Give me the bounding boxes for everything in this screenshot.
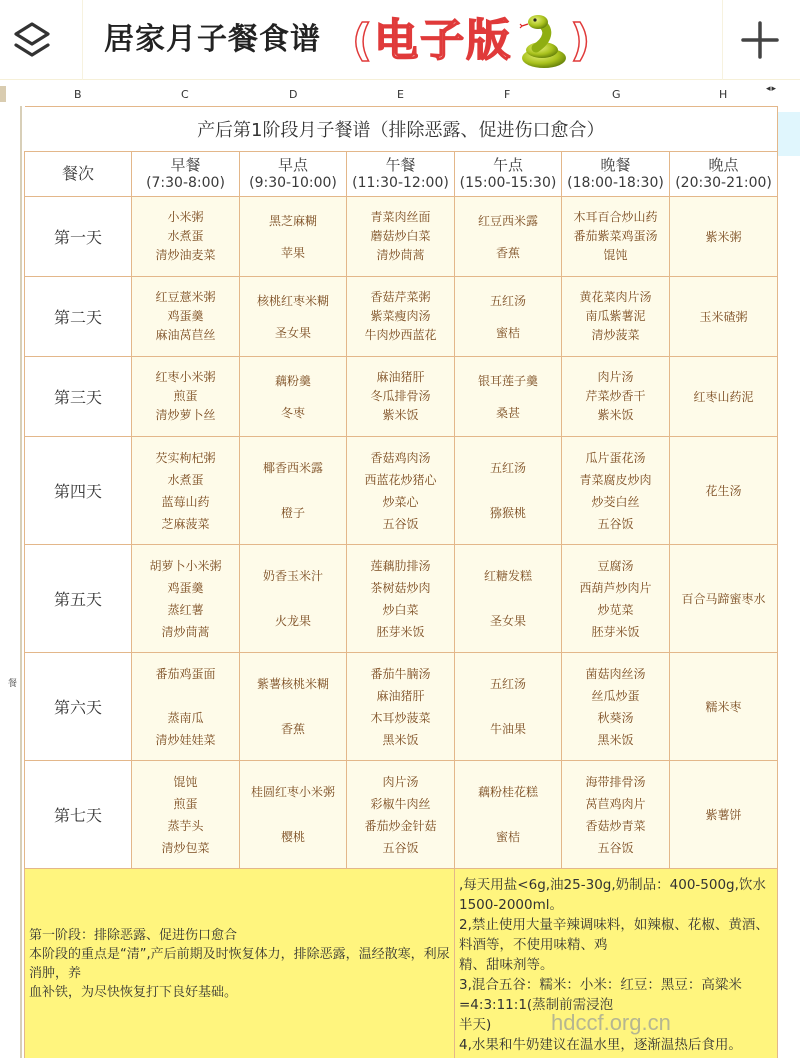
table-row	[25, 653, 778, 761]
note-line: 本阶段的重点是“清”,产后前期及时恢复体力，排除恶露，温经散寒，利尿消肿，养	[29, 946, 450, 981]
meal-cell-morning-snack[interactable]	[240, 357, 347, 437]
column-header-f[interactable]: F	[504, 88, 511, 101]
menu-item: 豆腐汤	[597, 558, 634, 573]
meal-time: (9:30-10:00)	[249, 175, 337, 191]
meal-plan-table	[24, 106, 778, 1058]
menu-item: 椰香西米露	[262, 460, 323, 475]
menu-item: 蘑菇炒白菜	[370, 229, 431, 243]
column-header-g[interactable]: G	[612, 88, 621, 101]
menu-item: 猕猴桃	[489, 505, 526, 520]
meal-cell-afternoon-snack[interactable]	[455, 545, 562, 653]
menu-item: 牛肉炒西蓝花	[364, 328, 437, 342]
menu-item: 菌菇肉丝汤	[585, 666, 646, 681]
menu-item: 青菜腐皮炒肉	[579, 472, 652, 487]
menu-item: 桑甚	[495, 405, 520, 420]
menu-item: 红豆薏米粥	[155, 290, 216, 304]
app-toolbar	[0, 0, 800, 80]
badge-open-paren: (	[352, 15, 375, 66]
meal-cell-morning-snack[interactable]	[240, 197, 347, 277]
menu-item: 五谷饭	[382, 840, 419, 855]
menu-item: 黑米饭	[382, 732, 419, 747]
menu-item: 肉片汤	[597, 370, 634, 384]
header-afternoon-snack[interactable]	[455, 152, 562, 197]
menu-item: 清炒萝卜丝	[155, 408, 216, 422]
menu-item: 花生汤	[705, 483, 742, 498]
menu-item: 五红汤	[489, 293, 526, 308]
menu-item: 糯米枣	[705, 699, 742, 714]
badge-text: 电子版	[374, 15, 513, 66]
selection-highlight	[778, 112, 800, 156]
menu-item: 香蕉	[280, 721, 305, 736]
menu-item: 苹果	[280, 245, 305, 260]
meal-cell-lunch[interactable]	[347, 653, 455, 761]
meal-cell-afternoon-snack[interactable]	[455, 357, 562, 437]
menu-item: 五红汤	[489, 676, 526, 691]
menu-item: 青菜肉丝面	[370, 210, 431, 224]
menu-item: 蜜桔	[495, 829, 520, 844]
menu-item: 炒苋菜	[597, 602, 634, 617]
menu-item: 馄饨	[173, 774, 198, 789]
corner-label[interactable]: 餐次	[25, 152, 132, 197]
header-morning-snack[interactable]	[240, 152, 347, 197]
meal-cell-morning-snack[interactable]	[240, 653, 347, 761]
menu-item: 圣女果	[489, 613, 526, 628]
menu-item: 麻油猪肝	[376, 688, 425, 703]
menu-item: 南瓜紫薯泥	[585, 309, 646, 323]
menu-item: 火龙果	[274, 613, 311, 628]
menu-item: 紫米饭	[382, 408, 419, 422]
spreadsheet	[24, 106, 777, 1058]
menu-item: 茶树菇炒肉	[370, 580, 431, 595]
menu-item: 炒白菜	[382, 602, 419, 617]
electronic-edition-badge	[352, 12, 592, 70]
menu-item: 麻油猪肝	[376, 370, 425, 384]
meal-cell-afternoon-snack[interactable]	[455, 761, 562, 869]
menu-item: 蒸芋头	[167, 818, 204, 833]
menu-item: 西葫芦炒肉片	[579, 580, 652, 595]
menu-item: 清炒茼蒿	[161, 624, 210, 639]
menu-item: 芡实枸杞粥	[155, 450, 216, 465]
menu-item: 莴苣鸡肉片	[585, 796, 646, 811]
rule-line: 4,水果和牛奶建议在温水里，逐渐温热后食用。	[459, 1037, 742, 1053]
meal-cell-afternoon-snack[interactable]	[455, 197, 562, 277]
menu-item: 清炒油麦菜	[155, 248, 216, 262]
snake-icon	[514, 12, 568, 70]
menu-item: 桂圆红枣小米粥	[250, 784, 335, 799]
menu-item: 银耳莲子羹	[477, 373, 538, 388]
meal-cell-morning-snack[interactable]	[240, 761, 347, 869]
menu-item: 藕粉羹	[274, 373, 311, 388]
menu-item: 海带排骨汤	[585, 774, 646, 789]
meal-time: (7:30-8:00)	[146, 175, 225, 191]
menu-item: 紫菜瘦肉汤	[370, 309, 431, 323]
menu-item: 瓜片蛋花汤	[585, 450, 646, 465]
menu-item: 冬瓜排骨汤	[370, 389, 431, 403]
meal-cell-breakfast[interactable]	[132, 761, 240, 869]
menu-item: 藕粉桂花糕	[477, 784, 538, 799]
menu-item: 红枣山药泥	[693, 389, 754, 404]
column-header-b[interactable]: B	[74, 88, 82, 101]
menu-item: 蒸红薯	[167, 602, 204, 617]
menu-item: 胡萝卜小米粥	[149, 558, 222, 573]
menu-item: 圣女果	[274, 325, 311, 340]
menu-item: 木耳炒菠菜	[370, 710, 431, 725]
meal-cell-night-snack[interactable]	[670, 545, 778, 653]
menu-item: 五红汤	[489, 460, 526, 475]
menu-item: 香菇鸡肉汤	[370, 450, 431, 465]
plus-icon	[738, 18, 782, 62]
menu-item: 炒茭白丝	[591, 494, 640, 509]
menu-item: 五谷饭	[597, 516, 634, 531]
meal-time: (18:00-18:30)	[567, 175, 664, 191]
menu-item: 黑芝麻糊	[268, 213, 317, 228]
meal-cell-morning-snack[interactable]	[240, 277, 347, 357]
menu-item: 五谷饭	[597, 840, 634, 855]
rule-line: 半天)	[459, 1017, 492, 1033]
meal-cell-breakfast[interactable]	[132, 437, 240, 545]
header-dinner[interactable]	[562, 152, 670, 197]
rule-line: 2,禁止使用大量辛辣调味料，如辣椒、花椒、黄酒、料酒等，不使用味精、鸡	[459, 917, 769, 953]
menu-item: 橙子	[280, 505, 305, 520]
menu-item: 香蕉	[495, 245, 520, 260]
menu-item: 香菇芹菜粥	[370, 290, 431, 304]
meal-cell-dinner[interactable]	[562, 197, 670, 277]
menu-item: 紫米粥	[705, 229, 742, 244]
meal-name: 午点	[492, 156, 523, 174]
menu-item: 冬枣	[280, 405, 305, 420]
day-label[interactable]: 第七天	[25, 761, 132, 869]
column-header-h[interactable]: H	[719, 88, 728, 101]
menu-item: 鸡蛋羹	[167, 309, 204, 323]
meal-cell-lunch[interactable]	[347, 277, 455, 357]
menu-item: 煎蛋	[173, 389, 198, 403]
menu-item: 鸡蛋羹	[167, 580, 204, 595]
badge-close-paren: )	[570, 15, 593, 66]
menu-item: 黄花菜肉片汤	[579, 290, 652, 304]
table-row	[25, 357, 778, 437]
menu-item: 胚芽米饭	[591, 624, 640, 639]
meal-cell-dinner[interactable]	[562, 761, 670, 869]
header-lunch[interactable]	[347, 152, 455, 197]
day-label[interactable]: 第三天	[25, 357, 132, 437]
meal-cell-breakfast[interactable]	[132, 653, 240, 761]
menu-item: 胚芽米饭	[376, 624, 425, 639]
meal-cell-breakfast[interactable]	[132, 545, 240, 653]
column-header-e[interactable]: E	[397, 88, 404, 101]
document-title: 居家月子餐食谱	[104, 22, 321, 57]
menu-item: 樱桃	[280, 829, 305, 844]
menu-item: 奶香玉米汁	[262, 568, 323, 583]
menu-item: 百合马蹄蜜枣水	[681, 591, 766, 606]
meal-cell-night-snack[interactable]	[670, 761, 778, 869]
menu-item: 番茄牛腩汤	[370, 666, 431, 681]
menu-item: 香菇炒青菜	[585, 818, 646, 833]
stage-notes-cell[interactable]	[25, 869, 455, 1058]
meal-name: 午餐	[385, 156, 416, 174]
meal-cell-night-snack[interactable]	[670, 357, 778, 437]
rule-line: ,每天用盐<6g,油25-30g,奶制品：400-500g,饮水1500-2000ml。	[459, 877, 766, 913]
menu-item: 蒸南瓜	[167, 710, 204, 725]
add-button[interactable]	[738, 18, 782, 62]
meal-cell-night-snack[interactable]	[670, 437, 778, 545]
menu-item: 清炒菠菜	[591, 328, 640, 342]
menu-item: 炒菜心	[382, 494, 419, 509]
menu-item: 肉片汤	[382, 774, 419, 789]
column-header-bar	[0, 82, 800, 106]
table-row	[25, 277, 778, 357]
meal-name: 早餐	[170, 156, 201, 174]
meal-cell-dinner[interactable]	[562, 357, 670, 437]
menu-item: 丝瓜炒蛋	[591, 688, 640, 703]
right-rail	[777, 106, 800, 1058]
menu-item: 清炒茼蒿	[376, 248, 425, 262]
meal-cell-morning-snack[interactable]	[240, 437, 347, 545]
column-scroll-handle[interactable]	[0, 86, 6, 102]
layers-button[interactable]	[8, 18, 56, 62]
day-label[interactable]: 第五天	[25, 545, 132, 653]
menu-item: 紫薯核桃米糊	[256, 676, 329, 691]
menu-item: 紫米饭	[597, 408, 634, 422]
menu-item: 芝麻菠菜	[161, 516, 210, 531]
meal-name: 晚餐	[600, 156, 631, 174]
menu-item: 红枣小米粥	[155, 370, 216, 384]
meal-time: (20:30-21:00)	[675, 175, 772, 191]
toolbar-divider	[722, 0, 723, 80]
menu-item: 蜜桔	[495, 325, 520, 340]
meal-cell-breakfast[interactable]	[132, 357, 240, 437]
meal-cell-night-snack[interactable]	[670, 277, 778, 357]
menu-item	[132, 685, 239, 707]
meal-cell-afternoon-snack[interactable]	[455, 653, 562, 761]
meal-cell-lunch[interactable]	[347, 761, 455, 869]
menu-item: 西蓝花炒猪心	[364, 472, 437, 487]
menu-item: 牛油果	[489, 721, 526, 736]
table-row	[25, 197, 778, 277]
menu-item: 五谷饭	[382, 516, 419, 531]
menu-item: 水煮蛋	[167, 472, 204, 487]
day-rows	[25, 197, 778, 869]
menu-item: 小米粥	[167, 210, 204, 224]
menu-item: 番茄炒金针菇	[364, 818, 437, 833]
meal-cell-afternoon-snack[interactable]	[455, 437, 562, 545]
meal-cell-night-snack[interactable]	[670, 197, 778, 277]
menu-item: 木耳百合炒山药	[573, 210, 658, 224]
note-line: 血补铁，为尽快恢复打下良好基础。	[29, 984, 238, 1000]
menu-item: 红豆西米露	[477, 213, 538, 228]
day-label[interactable]: 第二天	[25, 277, 132, 357]
menu-item: 清炒娃娃菜	[155, 732, 216, 747]
menu-item: 玉米碴粥	[699, 309, 748, 324]
table-caption[interactable]: 产后第1阶段月子餐谱（排除恶露、促进伤口愈合）	[25, 107, 778, 152]
column-header-c[interactable]: C	[181, 88, 189, 101]
stage-notes	[29, 926, 450, 1002]
menu-item: 红糖发糕	[483, 568, 532, 583]
meal-cell-lunch[interactable]	[347, 437, 455, 545]
meal-cell-breakfast[interactable]	[132, 277, 240, 357]
meal-name: 早点	[277, 156, 308, 174]
meal-time: (15:00-15:30)	[459, 175, 557, 191]
meal-cell-lunch[interactable]	[347, 197, 455, 277]
header-breakfast[interactable]	[132, 152, 240, 197]
meal-cell-night-snack[interactable]	[670, 653, 778, 761]
menu-item: 莲藕肋排汤	[370, 558, 431, 573]
meal-cell-dinner[interactable]	[562, 545, 670, 653]
watermark: hdccf.org.cn	[551, 1010, 671, 1035]
menu-item: 紫薯饼	[705, 807, 742, 822]
menu-item: 麻油莴苣丝	[155, 328, 216, 342]
row-header-rail	[0, 106, 22, 1058]
menu-item: 番茄鸡蛋面	[155, 666, 216, 681]
table-row	[25, 545, 778, 653]
toolbar-divider	[82, 0, 83, 80]
menu-item: 黑米饭	[597, 732, 634, 747]
day-label[interactable]: 第一天	[25, 197, 132, 277]
menu-item: 煎蛋	[173, 796, 198, 811]
menu-item: 馄饨	[603, 248, 628, 262]
header-night-snack[interactable]	[670, 152, 778, 197]
note-line: 第一阶段：排除恶露、促进伤口愈合	[29, 927, 238, 943]
meal-cell-dinner[interactable]	[562, 653, 670, 761]
meal-time: (11:30-12:00)	[352, 175, 449, 191]
layers-icon	[8, 18, 56, 62]
menu-item: 番茄紫菜鸡蛋汤	[573, 229, 658, 243]
table-row	[25, 437, 778, 545]
menu-item: 芹菜炒香干	[585, 389, 646, 403]
column-header-d[interactable]: D	[289, 88, 298, 101]
menu-item: 核桃红枣米糊	[256, 293, 329, 308]
menu-item: 清炒包菜	[161, 840, 210, 855]
meal-cell-afternoon-snack[interactable]	[455, 277, 562, 357]
meal-cell-dinner[interactable]	[562, 437, 670, 545]
meal-cell-morning-snack[interactable]	[240, 545, 347, 653]
menu-item: 彩椒牛肉丝	[370, 796, 431, 811]
meal-cell-lunch[interactable]	[347, 545, 455, 653]
meal-name: 晚点	[708, 156, 739, 174]
menu-item: 蓝莓山药	[161, 494, 210, 509]
meal-cell-breakfast[interactable]	[132, 197, 240, 277]
day-label[interactable]: 第六天	[25, 653, 132, 761]
table-row	[25, 761, 778, 869]
column-resize-arrows-icon[interactable]: ◂▸	[766, 84, 778, 94]
menu-item: 秋葵汤	[597, 710, 634, 725]
menu-item: 水煮蛋	[167, 229, 204, 243]
rule-line: 3,混合五谷：糯米：小米：红豆：黑豆：高粱米=4:3:11:1(蒸制前需浸泡	[459, 977, 742, 1013]
meal-cell-dinner[interactable]	[562, 277, 670, 357]
rule-line: 精、甜味剂等。	[459, 957, 554, 973]
day-label[interactable]: 第四天	[25, 437, 132, 545]
meal-cell-lunch[interactable]	[347, 357, 455, 437]
row-header-mark: 餐	[8, 679, 18, 689]
